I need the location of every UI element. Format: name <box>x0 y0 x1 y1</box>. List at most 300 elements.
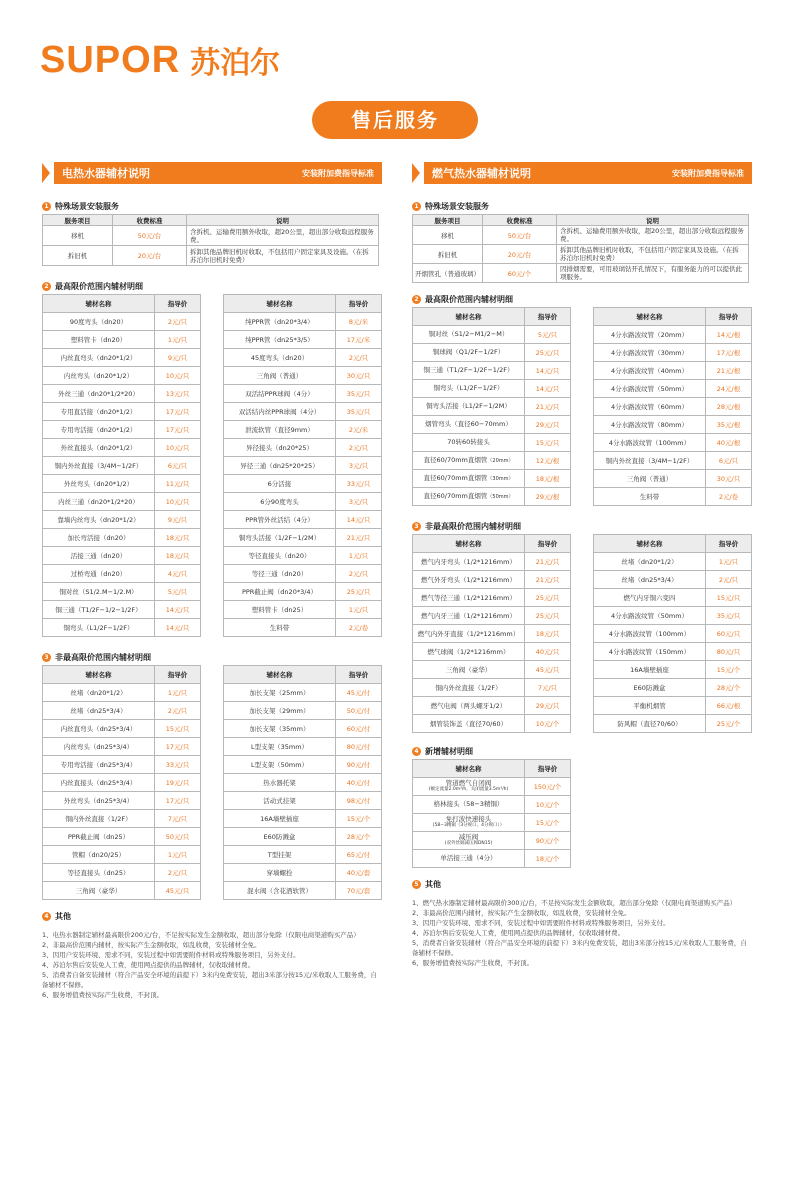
material-name: L型支架（35mm） <box>224 738 336 756</box>
table-row <box>43 565 201 583</box>
material-price: 15元/只 <box>706 589 752 607</box>
material-price: 14元/只 <box>525 362 571 380</box>
material-name: 内丝直弯头（dn20*1/2） <box>43 349 155 367</box>
material-name: 异径接头（dn20*25） <box>224 439 336 457</box>
material-price: 10元/只 <box>155 493 201 511</box>
gas-header <box>412 162 752 184</box>
material-name: 6分90度弯头 <box>224 493 336 511</box>
supor-logo <box>40 38 280 82</box>
table-row <box>43 828 201 846</box>
table-row <box>413 850 571 868</box>
table-row <box>594 571 752 589</box>
material-name: PPR管外丝活结（4分） <box>224 511 336 529</box>
note-line: 5、消费者自备安装辅材（符合产品安全环境的前提下）3米内免费安装，超出3米部分按15元/米收取人工服务费，自备辅材不保修。 <box>412 939 747 957</box>
material-price: 40元/根 <box>706 434 752 452</box>
column-header: 指导价 <box>155 666 201 684</box>
material-name: 4分水路波纹管（40mm） <box>594 362 706 380</box>
section-number: 1 <box>42 202 51 211</box>
table-row <box>413 814 571 832</box>
note-line: 6、服务增值费按实际产生收费，不封顶。 <box>412 959 534 967</box>
table-row <box>43 774 201 792</box>
table-row <box>594 697 752 715</box>
service-note: 含拆机、运输费用额外收取，超20公里，超出部分收取远程服务费。 <box>557 226 749 245</box>
material-name: 燃气等径三通（1/2*1216mm） <box>413 589 525 607</box>
material-price: 9元/只 <box>155 349 201 367</box>
material-price: 40元/只 <box>525 643 571 661</box>
table-row <box>224 547 382 565</box>
table-row <box>43 439 201 457</box>
table-row <box>224 619 382 637</box>
service-price: 50元/台 <box>483 226 557 245</box>
table-row <box>413 571 571 589</box>
material-name <box>413 470 525 488</box>
electric-heater-column <box>42 162 382 1000</box>
material-price: 15元/个 <box>706 661 752 679</box>
material-price: 21元/只 <box>525 398 571 416</box>
table-row <box>413 661 571 679</box>
material-name: 铜内外丝直接（1/2F） <box>413 679 525 697</box>
materials-table <box>42 665 201 900</box>
table-row <box>413 344 571 362</box>
material-price: 15元/只 <box>525 434 571 452</box>
material-price: 1元/只 <box>706 553 752 571</box>
material-price: 7元/只 <box>155 810 201 828</box>
special-service-table <box>42 214 379 266</box>
material-price: 2元/只 <box>155 864 201 882</box>
material-price: 66元/根 <box>706 697 752 715</box>
material-name-text: 70转60转接头 <box>447 438 490 446</box>
material-price: 1元/只 <box>155 684 201 702</box>
material-price: 1元/只 <box>336 547 382 565</box>
material-price: 24元/根 <box>706 380 752 398</box>
material-price: 2元/只 <box>336 565 382 583</box>
table-row <box>43 511 201 529</box>
table-row <box>43 226 379 246</box>
material-name: 泄流软管（直径9mm） <box>224 421 336 439</box>
table-row <box>224 684 382 702</box>
table-row <box>224 702 382 720</box>
header-arrow-icon <box>42 163 50 183</box>
material-name: 外丝弯头（dn25*3/4） <box>43 792 155 810</box>
table-row <box>413 553 571 571</box>
service-price: 20元/台 <box>483 245 557 264</box>
material-name-text: 铜三通（T1/2F−1/2F−1/2F） <box>423 366 514 374</box>
electric-header <box>42 162 382 184</box>
material-price: 2元/只 <box>336 349 382 367</box>
service-item: 开烟管孔（普通玻璃） <box>413 264 483 283</box>
material-price: 45元/只 <box>155 882 201 900</box>
material-name <box>413 434 525 452</box>
materials-table <box>223 665 382 900</box>
material-price: 7元/只 <box>525 679 571 697</box>
material-name-text: 铜对丝（S1/2−M1/2−M） <box>428 330 509 338</box>
material-name: 加长支架（35mm） <box>224 720 336 738</box>
materials-table <box>412 307 571 506</box>
material-price: 18元/只 <box>155 547 201 565</box>
table-row <box>594 434 752 452</box>
table-row <box>594 326 752 344</box>
material-name: 铜弯头活接（1/2F−1/2M） <box>224 529 336 547</box>
material-price: 14元/只 <box>336 511 382 529</box>
material-name: 生料带 <box>594 488 706 506</box>
material-price: 45元/只 <box>525 661 571 679</box>
material-name-text: 铜弯头（L1/2F−1/2F） <box>433 384 504 392</box>
column-header: 指导价 <box>336 295 382 313</box>
material-name: 丝堵（dn25*3/4） <box>594 571 706 589</box>
material-name <box>413 850 525 868</box>
table-row <box>413 778 571 796</box>
material-name: PPR截止阀（dn25） <box>43 828 155 846</box>
material-price: 33元/只 <box>336 475 382 493</box>
section-title: 4 其他 <box>42 910 382 922</box>
table-header-row <box>413 308 571 326</box>
material-price: 18元/个 <box>525 850 571 868</box>
material-spec: （20mm） <box>487 458 514 464</box>
material-name: 外丝弯头（dn20*1/2） <box>43 475 155 493</box>
table-row <box>224 403 382 421</box>
material-name: 16A墙壁插座 <box>594 661 706 679</box>
table-row <box>594 643 752 661</box>
table-header-row <box>224 666 382 684</box>
table-row <box>43 403 201 421</box>
material-price: 45元/付 <box>336 684 382 702</box>
section-number: 3 <box>42 653 51 662</box>
material-name: 三角阀（普通） <box>224 367 336 385</box>
material-price: 14元/只 <box>155 619 201 637</box>
material-name-text: 格林接头（58−3精铜） <box>433 800 504 808</box>
column-header: 辅材名称 <box>43 295 155 313</box>
table-row <box>43 385 201 403</box>
table-row <box>43 882 201 900</box>
material-price: 2元/只 <box>155 313 201 331</box>
material-spec: （30mm） <box>487 476 514 482</box>
table-row <box>413 245 749 264</box>
material-price: 40元/套 <box>336 864 382 882</box>
table-row <box>224 882 382 900</box>
table-row <box>594 661 752 679</box>
material-name: 专用弯活接（dn20*1/2） <box>43 421 155 439</box>
material-name: 等径三通（dn20） <box>224 565 336 583</box>
material-price: 18元/只 <box>525 625 571 643</box>
materials-table <box>42 294 201 637</box>
material-price: 29元/根 <box>525 488 571 506</box>
material-price: 18元/根 <box>525 470 571 488</box>
table-row <box>43 313 201 331</box>
table-row <box>594 452 752 470</box>
material-name: 防风帽（直径70/60） <box>594 715 706 733</box>
table-header-row <box>413 535 571 553</box>
material-price: 65元/付 <box>336 846 382 864</box>
column-header: 辅材名称 <box>43 666 155 684</box>
material-price: 21元/根 <box>706 362 752 380</box>
material-name: 内丝弯头（dn25*3/4） <box>43 738 155 756</box>
table-row <box>413 470 571 488</box>
table-row <box>43 720 201 738</box>
table-row <box>43 792 201 810</box>
table-row <box>43 583 201 601</box>
table-row <box>224 864 382 882</box>
material-name: 平衡机烟管 <box>594 697 706 715</box>
material-spec: (双外丝铜减压阀DN15) <box>444 841 493 846</box>
section-number: 2 <box>42 282 51 291</box>
table-row <box>43 846 201 864</box>
material-name-text: 单活接三通（4分） <box>440 854 497 862</box>
material-name <box>413 796 525 814</box>
service-price: 20元/台 <box>113 246 187 266</box>
table-row <box>413 643 571 661</box>
material-name: 4分水路波纹管（50mm） <box>594 380 706 398</box>
material-price: 17元/只 <box>155 792 201 810</box>
section-title: 1 特殊场景安装服务 <box>412 200 752 212</box>
table-row <box>413 625 571 643</box>
header-title: 燃气热水器辅材说明 <box>432 167 531 180</box>
material-price: 80元/只 <box>706 643 752 661</box>
table-row <box>594 488 752 506</box>
material-price: 28元/根 <box>706 398 752 416</box>
table-row <box>224 810 382 828</box>
service-note: 含拆机、运输费用额外收取，超20公里，超出部分收取远程服务费。 <box>187 226 379 246</box>
material-name: 燃气球阀（1/2*1216mm） <box>413 643 525 661</box>
table-row <box>413 326 571 344</box>
material-name <box>413 344 525 362</box>
material-price: 25元/只 <box>525 344 571 362</box>
table-row <box>224 475 382 493</box>
material-name: 热水器托架 <box>224 774 336 792</box>
material-name: 90度弯头（dn20） <box>43 313 155 331</box>
material-name: 穿墙螺拴 <box>224 864 336 882</box>
table-row <box>224 846 382 864</box>
table-row <box>594 625 752 643</box>
table-row <box>594 679 752 697</box>
note-line: 4、苏泊尔售后安装免人工费，使用网点提供的品牌辅材，仅收取辅材费。 <box>42 961 255 969</box>
material-price: 17元/只 <box>155 738 201 756</box>
column-header: 服务项目 <box>413 215 483 226</box>
table-row <box>43 619 201 637</box>
material-price: 60元/只 <box>706 625 752 643</box>
section-number: 4 <box>412 747 421 756</box>
material-price: 30元/只 <box>336 367 382 385</box>
material-price: 1元/只 <box>155 331 201 349</box>
material-name: 内丝直接头（dn25*3/4） <box>43 774 155 792</box>
material-spec: (58−3精铜（3分规口、4分规口）） <box>432 823 505 828</box>
material-price: 12元/根 <box>525 452 571 470</box>
material-name: 铜内外丝直接（3/4M−1/2F） <box>594 452 706 470</box>
material-name: 燃气内牙弯头（1/2*1216mm） <box>413 553 525 571</box>
section-title: 5 其他 <box>412 878 752 890</box>
table-row <box>594 416 752 434</box>
table-row <box>413 362 571 380</box>
table-row <box>594 589 752 607</box>
note-line: 6、服务增值费按实际产生收费，不封顶。 <box>42 991 164 999</box>
material-name: 外丝三通（dn20*1/2*20） <box>43 385 155 403</box>
material-price: 18元/只 <box>155 529 201 547</box>
material-name: 铜对丝（S1/2.M−1/2.M） <box>43 583 155 601</box>
table-row <box>224 349 382 367</box>
table-row <box>224 720 382 738</box>
section-number: 5 <box>412 880 421 889</box>
material-price: 35元/只 <box>336 385 382 403</box>
material-price: 2元/只 <box>706 571 752 589</box>
table-row <box>43 702 201 720</box>
table-row <box>224 738 382 756</box>
table-row <box>224 828 382 846</box>
material-price: 28元/个 <box>706 679 752 697</box>
material-name: 三角阀（豪华） <box>413 661 525 679</box>
material-price: 17元/根 <box>706 344 752 362</box>
service-item: 移机 <box>413 226 483 245</box>
materials-table <box>412 534 571 733</box>
table-row <box>413 488 571 506</box>
material-price: 25元/只 <box>336 583 382 601</box>
material-name <box>413 814 525 832</box>
material-name <box>413 452 525 470</box>
table-row <box>413 832 571 850</box>
table-row <box>224 331 382 349</box>
table-row <box>413 796 571 814</box>
table-row <box>224 367 382 385</box>
section-title: 1 特殊场景安装服务 <box>42 200 382 212</box>
material-name: 过桥弯通（dn20） <box>43 565 155 583</box>
service-item: 移机 <box>43 226 113 246</box>
material-name: 燃气内牙铜六变四 <box>594 589 706 607</box>
material-price: 9元/只 <box>155 511 201 529</box>
table-row <box>224 774 382 792</box>
material-spec: (额定流量2.0m³/h，关闭流量3.5m³/h) <box>428 787 509 792</box>
table-row <box>594 715 752 733</box>
table-row <box>43 331 201 349</box>
materials-table <box>223 294 382 637</box>
material-price: 15元/个 <box>336 810 382 828</box>
column-header: 说明 <box>187 215 379 226</box>
material-name-text: 铜球阀（Q1/2F−1/2F） <box>432 348 505 356</box>
table-row <box>413 697 571 715</box>
material-name-text: 铜弯头活接（L1/2F−1/2M） <box>426 402 511 410</box>
column-header: 指导价 <box>706 535 752 553</box>
material-name: 双活结PPR球阀（4分） <box>224 385 336 403</box>
material-price: 50元/付 <box>336 702 382 720</box>
material-name: 4分水路波纹管（60mm） <box>594 398 706 416</box>
table-row <box>43 457 201 475</box>
material-price: 6元/只 <box>706 452 752 470</box>
material-price: 3元/只 <box>336 493 382 511</box>
note-line: 5、消费者自备安装辅材（符合产品安全环境的前提下）3米内免费安装，超出3米部分按15元/米收取人工服务费，自备辅材不保修。 <box>42 971 377 989</box>
material-name: 内丝直弯头（dn25*3/4） <box>43 720 155 738</box>
material-price: 80元/付 <box>336 738 382 756</box>
column-header: 指导价 <box>525 308 571 326</box>
material-price: 5元/只 <box>525 326 571 344</box>
table-row <box>413 416 571 434</box>
note-line: 3、因用户安装环境、需求不同，安装过程中如需要附件材料或特殊服务项目，另外支付。 <box>42 951 300 959</box>
section-number: 1 <box>412 202 421 211</box>
material-price: 21元/只 <box>525 553 571 571</box>
material-name: 4分水路波纹管（100mm） <box>594 434 706 452</box>
material-name: 等径直接头（dn25） <box>43 864 155 882</box>
material-name: 4分水路波纹管（30mm） <box>594 344 706 362</box>
material-name: 专用弯活接（dn25*3/4） <box>43 756 155 774</box>
material-name: 4分水路波纹管（100mm） <box>594 625 706 643</box>
table-row <box>43 601 201 619</box>
material-price: 10元/只 <box>155 439 201 457</box>
material-price: 15元/个 <box>525 814 571 832</box>
section-title: 4 新增辅材明细 <box>412 745 752 757</box>
section-title: 3 非最高限价范围内辅材明细 <box>412 520 752 532</box>
material-price: 10元/个 <box>525 796 571 814</box>
material-price: 19元/只 <box>155 774 201 792</box>
section-title: 2 最高限价范围内辅材明细 <box>412 293 752 305</box>
material-name: 4分水路波纹管（150mm） <box>594 643 706 661</box>
material-price: 29元/只 <box>525 697 571 715</box>
table-row <box>594 362 752 380</box>
material-name: 加长弯活接（dn20） <box>43 529 155 547</box>
material-name <box>413 778 525 796</box>
header-subtitle: 安装附加费指导标准 <box>672 168 744 178</box>
table-header-row <box>413 215 749 226</box>
material-name: 45度弯头（dn20） <box>224 349 336 367</box>
material-price: 10元/个 <box>525 715 571 733</box>
table-row <box>413 589 571 607</box>
header-title: 电热水器辅材说明 <box>62 167 150 180</box>
material-price: 1元/只 <box>155 846 201 864</box>
material-price: 3元/只 <box>336 457 382 475</box>
material-price: 25元/个 <box>706 715 752 733</box>
material-price: 4元/只 <box>155 565 201 583</box>
material-price: 40元/付 <box>336 774 382 792</box>
table-row <box>224 529 382 547</box>
material-name: 铜内外丝直接（1/2F） <box>43 810 155 828</box>
material-price: 17元/只 <box>155 421 201 439</box>
material-name: 外丝直接头（dn20*1/2） <box>43 439 155 457</box>
table-row <box>43 810 201 828</box>
material-name: T型挂架 <box>224 846 336 864</box>
service-item: 拆旧机 <box>43 246 113 266</box>
material-price: 2元/只 <box>155 702 201 720</box>
material-price: 25元/只 <box>525 589 571 607</box>
table-row <box>413 264 749 283</box>
material-price: 14元/只 <box>525 380 571 398</box>
material-name: E60防溅盒 <box>224 828 336 846</box>
materials-table <box>593 307 752 506</box>
table-header-row <box>594 535 752 553</box>
material-name: 6分活接 <box>224 475 336 493</box>
header-subtitle: 安装附加费指导标准 <box>302 168 374 178</box>
column-header: 辅材名称 <box>594 535 706 553</box>
material-name: E60防溅盒 <box>594 679 706 697</box>
column-header: 指导价 <box>525 760 571 778</box>
material-name-text: 直径60/70mm直烟管 <box>423 492 488 500</box>
table-row <box>43 246 379 266</box>
table-row <box>413 226 749 245</box>
note-line: 2、非最高价范围内辅材，按实际产生金额收取，如乱收费，安装辅材全免。 <box>42 941 261 949</box>
material-price: 33元/只 <box>155 756 201 774</box>
table-row <box>43 529 201 547</box>
material-name: 内丝三通（dn20*1/2*20） <box>43 493 155 511</box>
note-line: 1、电热水器制定辅材最高限价200元/台，不足按实际发生金额收取，超出部分免除（仅限电商渠道购买产品） <box>42 931 360 939</box>
table-row <box>224 457 382 475</box>
material-name: 纯PPR管（dn20*3/4） <box>224 313 336 331</box>
material-price: 50元/只 <box>155 828 201 846</box>
note-line: 4、苏泊尔售后安装免人工费，使用网点提供的品牌辅材，仅收取辅材费。 <box>412 929 625 937</box>
note-line: 2、非最高价范围内辅材，按实际产生金额收取，如乱收费，安装辅材全免。 <box>412 909 631 917</box>
column-header: 辅材名称 <box>594 308 706 326</box>
table-header-row <box>594 308 752 326</box>
material-price: 2元/只 <box>336 439 382 457</box>
column-header: 指导价 <box>525 535 571 553</box>
notes <box>42 930 382 1000</box>
table-row <box>413 715 571 733</box>
service-note: 拆卸其他品牌旧机时收取，不包括用户固定家具及设施。（在拆苏泊尔旧机时免费） <box>187 246 379 266</box>
material-name: 4分水路波纹管（80mm） <box>594 416 706 434</box>
material-name <box>413 416 525 434</box>
